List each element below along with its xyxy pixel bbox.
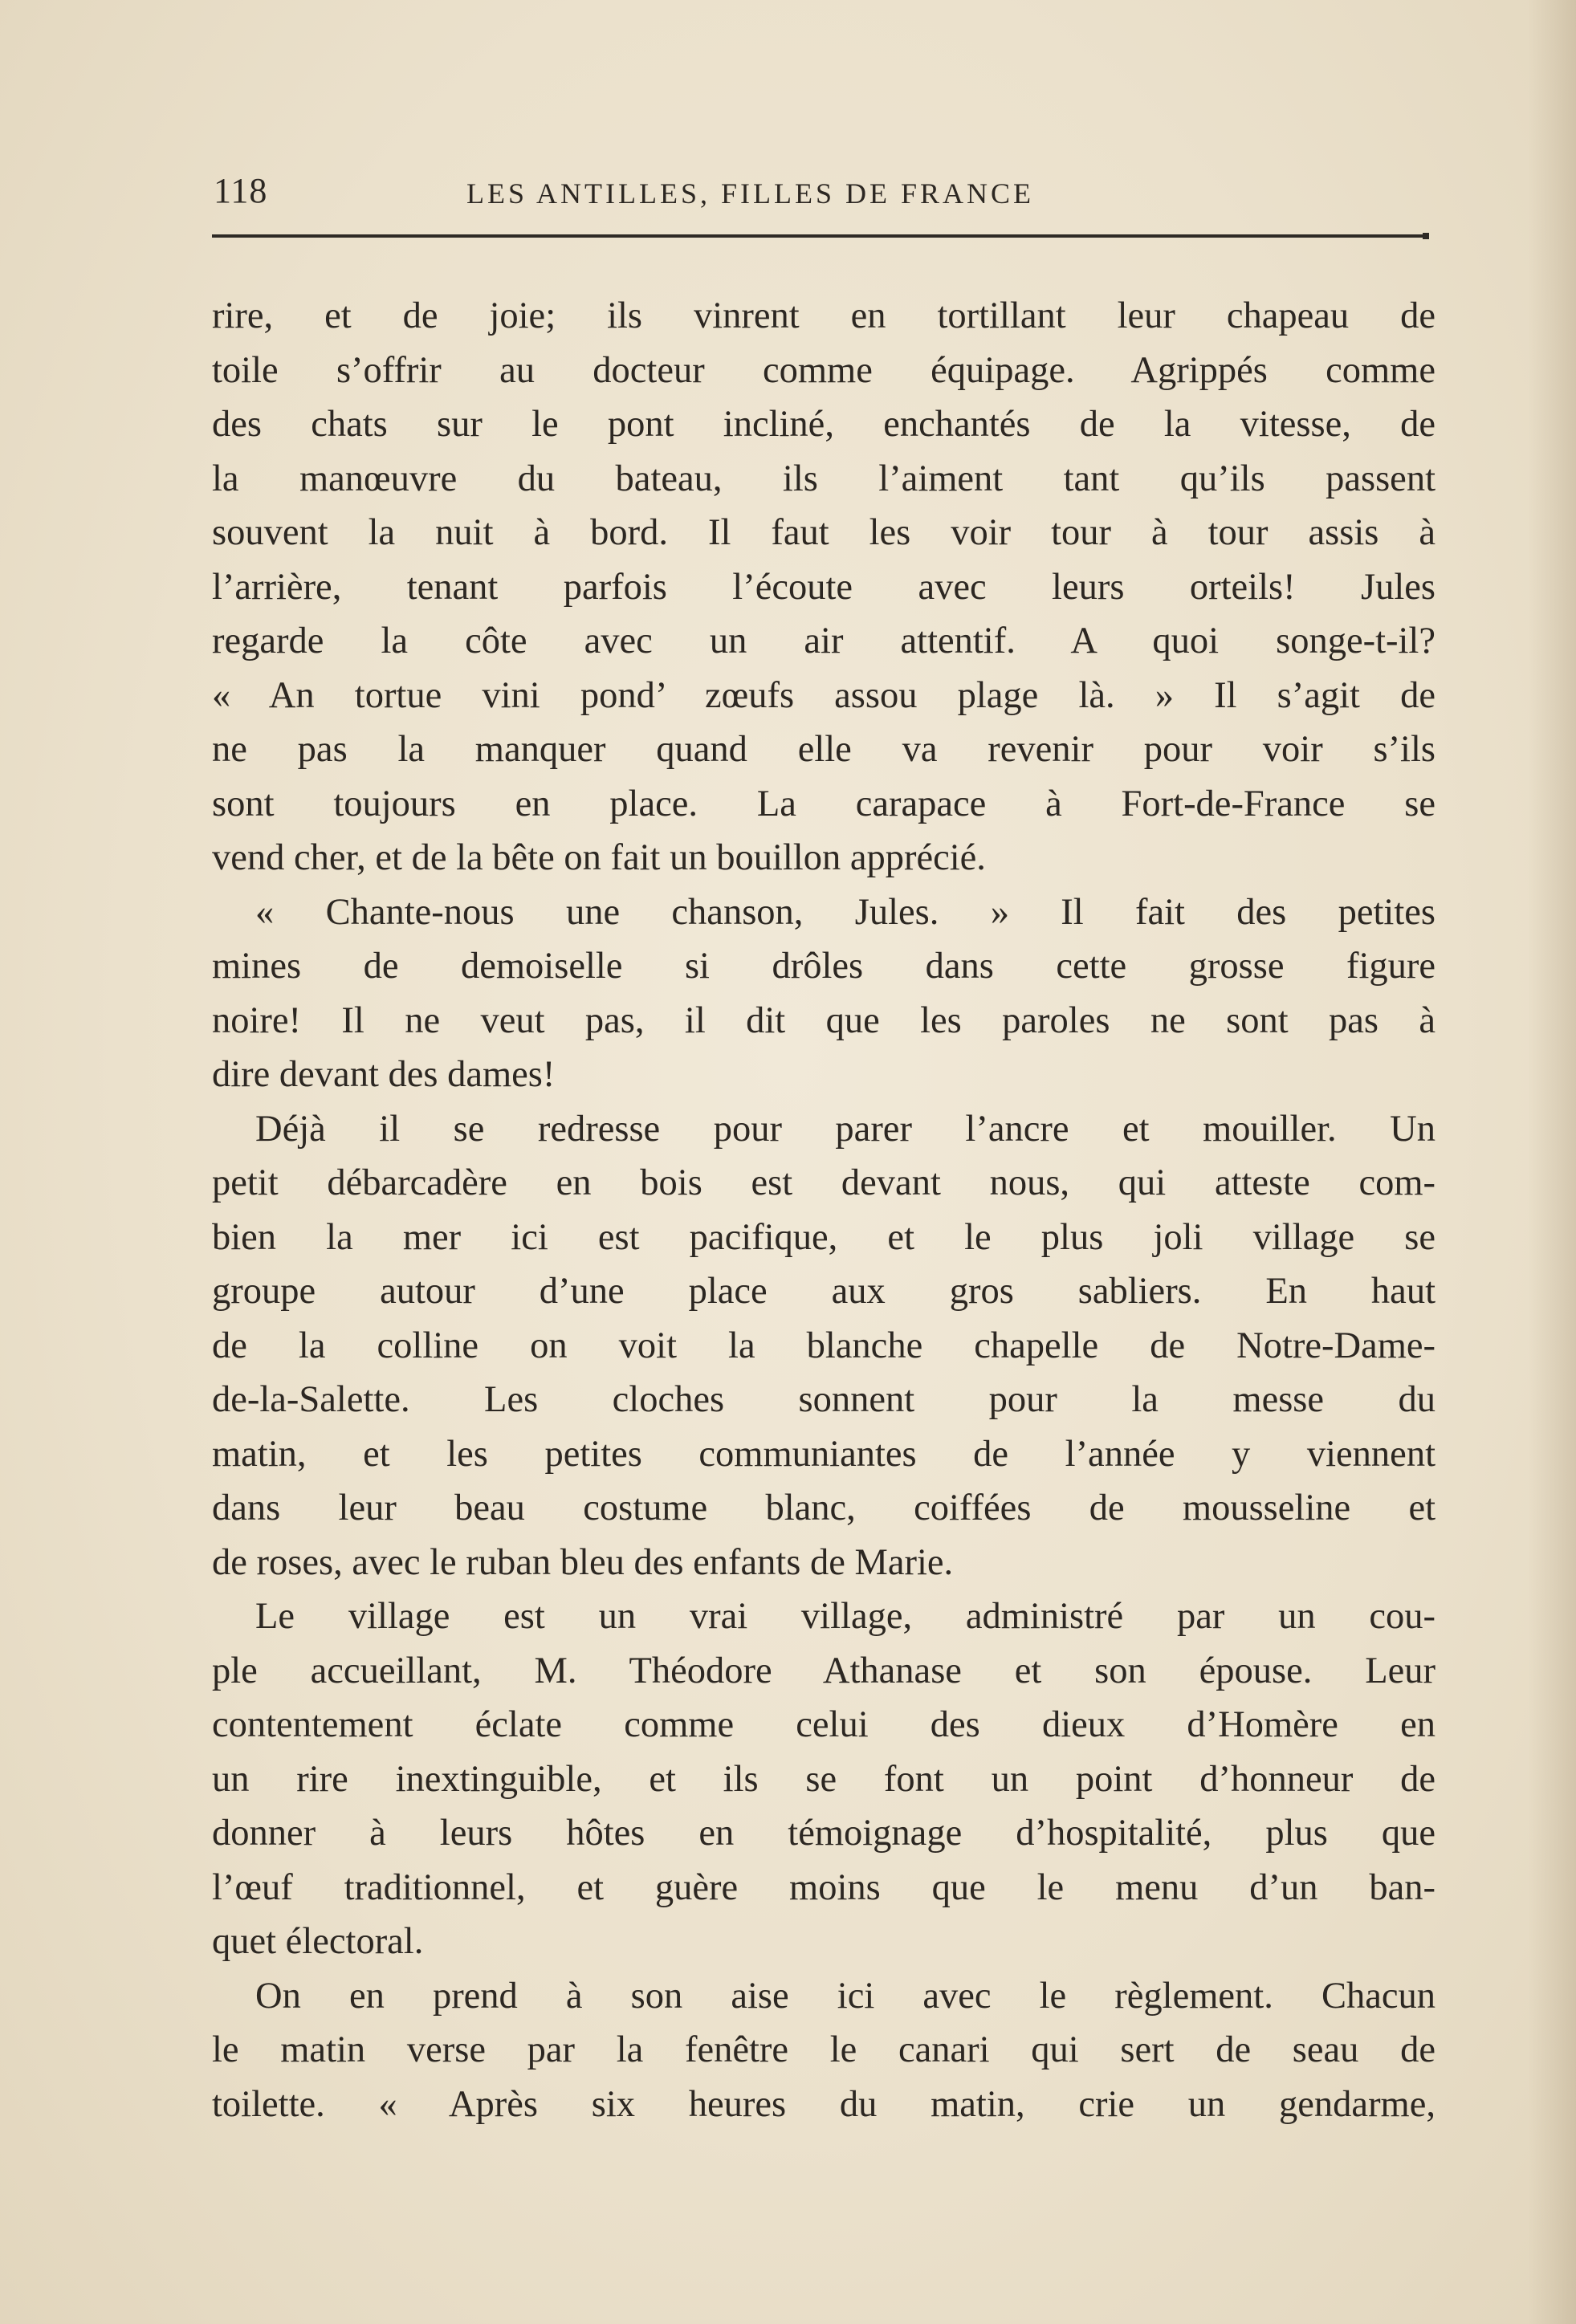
text-line: le matin verse par la fenêtre le canari qui sert de seau de — [212, 2029, 1436, 2070]
page-number: 118 — [214, 171, 268, 210]
text-line: donner à leurs hôtes en témoignage d’hospitalité, plus que — [212, 1813, 1436, 1854]
body-text — [212, 289, 1436, 2131]
page-edge-shadow — [1528, 0, 1576, 2324]
text-line: souvent la nuit à bord. Il faut les voir tour à tour assis à — [212, 512, 1436, 553]
text-line: « An tortue vini pond’ zœufs assou plage là. » Il s’agit de — [212, 674, 1436, 716]
text-line: toile s’offrir au docteur comme équipage. Agrippés comme — [212, 349, 1436, 391]
text-line: Déjà il se redresse pour parer l’ancre et mouiller. Un — [255, 1108, 1436, 1150]
text-line: bien la mer ici est pacifique, et le plus joli village se — [212, 1216, 1436, 1258]
text-line: matin, et les petites communiantes de l’année y viennent — [212, 1433, 1436, 1475]
text-line: des chats sur le pont incliné, enchantés de la vitesse, de — [212, 404, 1436, 445]
text-line: de-la-Salette. Les cloches sonnent pour la messe du — [212, 1379, 1436, 1420]
text-line: quet électoral. — [212, 1921, 424, 1962]
text-line: noire! Il ne veut pas, il dit que les paroles ne sont pas à — [212, 999, 1436, 1041]
text-line: groupe autour d’une place aux gros sabliers. En haut — [212, 1271, 1436, 1312]
text-line: l’œuf traditionnel, et guère moins que le menu d’un ban- — [212, 1866, 1436, 1908]
text-line: ne pas la manquer quand elle va revenir pour voir s’ils — [212, 729, 1436, 770]
text-line: regarde la côte avec un air attentif. A quoi songe-t-il? — [212, 621, 1436, 661]
text-line: « Chante-nous une chanson, Jules. » Il fait des petites — [255, 891, 1436, 933]
text-line: dire devant des dames! — [212, 1054, 556, 1095]
text-line: l’arrière, tenant parfois l’écoute avec leurs orteils! Jules — [212, 566, 1436, 608]
text-line: dans leur beau costume blanc, coiffées de mousseline et — [212, 1488, 1436, 1528]
text-line: mines de demoiselle si drôles dans cette grosse figure — [212, 946, 1436, 987]
text-line: sont toujours en place. La carapace à Fort-de-France se — [212, 783, 1436, 824]
text-line: contentement éclate comme celui des dieux d’Homère en — [212, 1704, 1436, 1745]
text-line: vend cher, et de la bête on fait un bouillon apprécié. — [212, 837, 986, 878]
page-header — [214, 170, 1434, 218]
text-line: la manœuvre du bateau, ils l’aiment tant qu’ils passent — [212, 458, 1436, 499]
text-line: petit débarcadère en bois est devant nous, qui atteste com- — [212, 1162, 1436, 1203]
text-line: On en prend à son aise ici avec le règlement. Chacun — [255, 1975, 1436, 2017]
text-line: rire, et de joie; ils vinrent en tortillant leur chapeau de — [212, 295, 1436, 336]
text-line: Le village est un vrai village, administré par un cou- — [255, 1596, 1436, 1637]
text-line: de roses, avec le ruban bleu des enfants de Marie. — [212, 1541, 954, 1583]
text-line: toilette. « Après six heures du matin, crie un gendarme, — [212, 2083, 1436, 2125]
text-line: ple accueillant, M. Théodore Athanase et son épouse. Leur — [212, 1650, 1436, 1691]
header-rule — [212, 234, 1427, 238]
text-line: de la colline on voit la blanche chapelle de Notre-Dame- — [212, 1325, 1436, 1366]
text-line: un rire inextinguible, et ils se font un point d’honneur de — [212, 1758, 1436, 1800]
running-title: LES ANTILLES, FILLES DE FRANCE — [466, 177, 1035, 210]
